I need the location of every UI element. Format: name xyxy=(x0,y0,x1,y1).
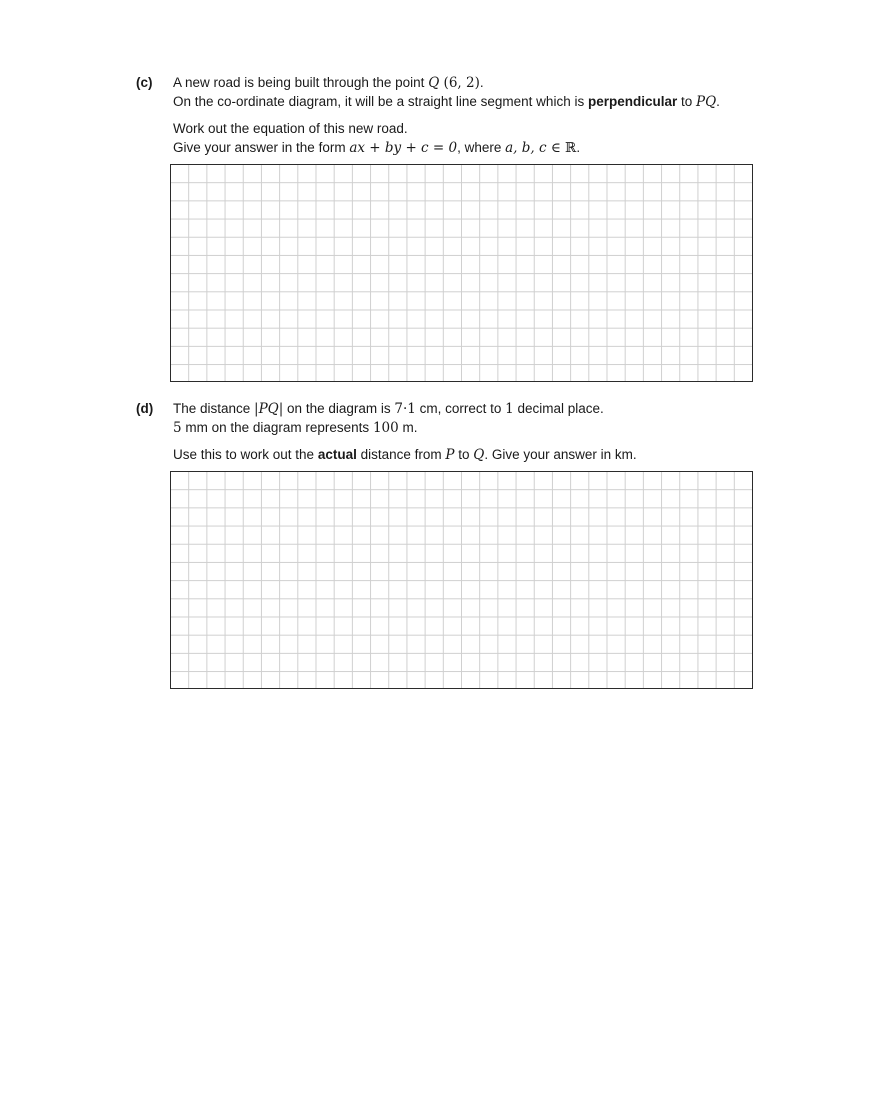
part-d-line-3 xyxy=(173,446,637,464)
point-q-var: Q xyxy=(428,75,440,91)
part-c-line-2-mid: to xyxy=(677,94,696,109)
part-d-line-1 xyxy=(173,400,604,418)
scale-mm-num: 5 xyxy=(173,420,182,436)
part-d-line-2-end: m. xyxy=(398,420,418,435)
part-c-line-4-mid: , where xyxy=(457,140,506,155)
scale-m-num: 100 xyxy=(372,420,399,436)
answer-grid-c[interactable] xyxy=(170,164,753,382)
part-c-label: (c) xyxy=(136,75,153,90)
coefficient-vars: a, b, c xyxy=(505,140,547,156)
perpendicular-bold: perpendicular xyxy=(587,94,678,109)
point-p-var: P xyxy=(445,447,455,463)
part-d-line-3-mid2: to xyxy=(454,447,474,462)
part-d-line-1-end: decimal place. xyxy=(513,401,604,416)
decimal-places-num: 1 xyxy=(505,401,514,417)
point-q-coords: (6, 2) xyxy=(439,75,480,91)
part-d-line-2 xyxy=(173,419,417,437)
part-c-line-3: Work out the equation of this new road. xyxy=(173,121,408,136)
line-equation-form: ax + by + c = 0 xyxy=(349,140,458,156)
part-c-line-4-text: Give your answer in the form xyxy=(173,140,350,155)
segment-pq-var: PQ xyxy=(696,94,717,110)
part-c-line-2 xyxy=(173,93,720,111)
point-q-var-d: Q xyxy=(473,447,485,463)
part-d-line-2-mid: mm on the diagram represents xyxy=(181,420,373,435)
part-d-line-1-mid: on the diagram is xyxy=(283,401,395,416)
part-c-line-1-text: A new road is being built through the point xyxy=(173,75,429,90)
actual-bold: actual xyxy=(317,447,357,462)
part-d-line-1-text: The distance xyxy=(173,401,255,416)
part-c-line-1 xyxy=(173,74,484,92)
part-d-label: (d) xyxy=(136,401,154,416)
part-d-line-3-end: . Give your answer in km. xyxy=(484,447,637,462)
part-c-line-1-end: . xyxy=(479,75,484,90)
answer-grid-d[interactable] xyxy=(170,471,753,689)
part-c-line-4 xyxy=(173,139,580,157)
part-c-line-2-text: On the co-ordinate diagram, it will be a straight line segment which is xyxy=(173,94,588,109)
distance-value: 7·1 xyxy=(394,401,416,417)
distance-pq-var: |PQ| xyxy=(254,401,284,417)
part-c-line-2-end: . xyxy=(716,94,720,109)
part-d-line-3-text: Use this to work out the xyxy=(173,447,318,462)
part-c-line-4-end: . xyxy=(576,140,581,155)
part-d-line-1-mid2: cm, correct to xyxy=(415,401,506,416)
part-d-line-3-mid: distance from xyxy=(356,447,446,462)
real-numbers-set: ∈ ℝ xyxy=(546,140,577,156)
